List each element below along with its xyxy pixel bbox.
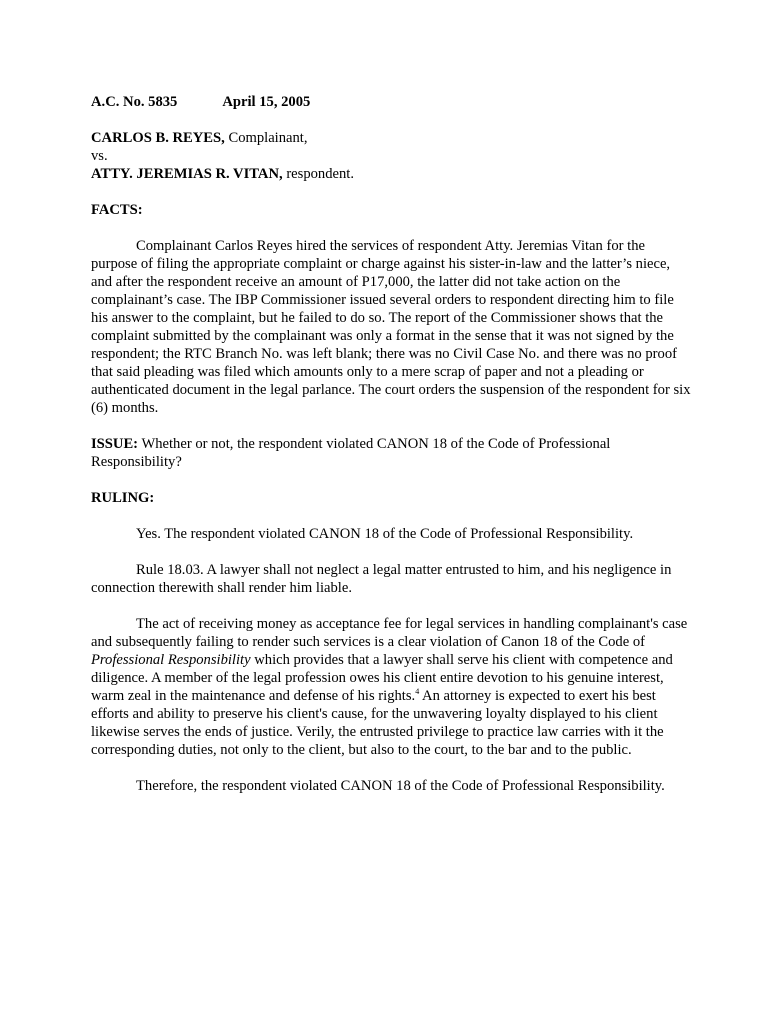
blank-line bbox=[91, 759, 691, 777]
document-page bbox=[91, 93, 691, 795]
complainant-line bbox=[91, 129, 691, 147]
rule-paragraph: Rule 18.03. A lawyer shall not neglect a legal matter entrusted to him, and his negligence in connection therewith shall render him liable. bbox=[91, 562, 672, 596]
discussion-text-2: which provides that a lawyer shall serve his client with competence and diligence. A member of the legal profession owes his client entire devotion to his genuine interest, warm zeal in the maintenance and defense of his rights. bbox=[91, 652, 673, 704]
discussion-italic: Professional Responsibility bbox=[91, 652, 251, 668]
blank-line bbox=[91, 183, 691, 201]
complainant-name: CARLOS B. REYES, bbox=[91, 130, 225, 146]
case-header bbox=[91, 93, 691, 111]
blank-line bbox=[91, 597, 691, 615]
footnote-reference: 4 bbox=[415, 687, 420, 697]
issue-paragraph bbox=[91, 435, 691, 471]
discussion-text-1: The act of receiving money as acceptance fee for legal services in handling complainant's case and subsequently failing to render such services is a clear violation of Canon 18 of the Code of bbox=[91, 616, 688, 650]
facts-heading-text: FACTS: bbox=[91, 202, 143, 218]
case-number: A.C. No. 5835 bbox=[91, 94, 178, 110]
conclusion-paragraph: Therefore, the respondent violated CANON 18 of the Code of Professional Responsibility. bbox=[136, 778, 665, 794]
blank-line bbox=[91, 543, 691, 561]
complainant-role: Complainant, bbox=[228, 130, 308, 146]
blank-line bbox=[91, 111, 691, 129]
blank-line bbox=[91, 507, 691, 525]
respondent-name: ATTY. JEREMIAS R. VITAN, bbox=[91, 166, 283, 182]
blank-line bbox=[91, 417, 691, 435]
facts-paragraph: Complainant Carlos Reyes hired the services of respondent Atty. Jeremias Vitan for the purpose of filing the appropriate complaint or charge against his sister-in-law and the latter’s niece, and after the respondent receive an amount of P17,000, the latter did not take action on the complainant’s case. The IBP Commissioner issued several orders to respondent directing him to file his answer to the complaint, but he failed to do so. The report of the Commissioner shows that the complaint submitted by the complainant was only a format in the sense that it was not signed by the respondent; the RTC Branch No. was left blank; there was no Civil Case No. and there was no proof that said pleading was filed which amounts only to a mere scrap of paper and not a pleading or authenticated document in the legal parlance. The court orders the suspension of the respondent for six (6) months. bbox=[91, 238, 691, 416]
ruling-answer: Yes. The respondent violated CANON 18 of the Code of Professional Responsibility. bbox=[136, 526, 634, 542]
versus-line: vs. bbox=[91, 148, 108, 164]
discussion-text-3: An attorney is expected to exert his best efforts and ability to preserve his client's cause, for the unwavering loyalty displayed to his client likewise serves the ends of justice. Verily, the entrusted privilege to practice law carries with it the corresponding duties, not only to the client, but also to the court, to the bar and to the public. bbox=[91, 688, 664, 758]
ruling-heading bbox=[91, 489, 691, 507]
ruling-heading-text: RULING: bbox=[91, 490, 155, 506]
blank-line bbox=[91, 471, 691, 489]
blank-line bbox=[91, 219, 691, 237]
respondent-role: respondent. bbox=[286, 166, 354, 182]
respondent-line bbox=[91, 165, 691, 183]
case-date: April 15, 2005 bbox=[222, 94, 311, 110]
issue-text: Whether or not, the respondent violated CANON 18 of the Code of Professional Responsibility? bbox=[91, 436, 611, 470]
issue-heading: ISSUE: bbox=[91, 436, 139, 452]
discussion-paragraph bbox=[91, 615, 691, 759]
facts-heading bbox=[91, 201, 691, 219]
